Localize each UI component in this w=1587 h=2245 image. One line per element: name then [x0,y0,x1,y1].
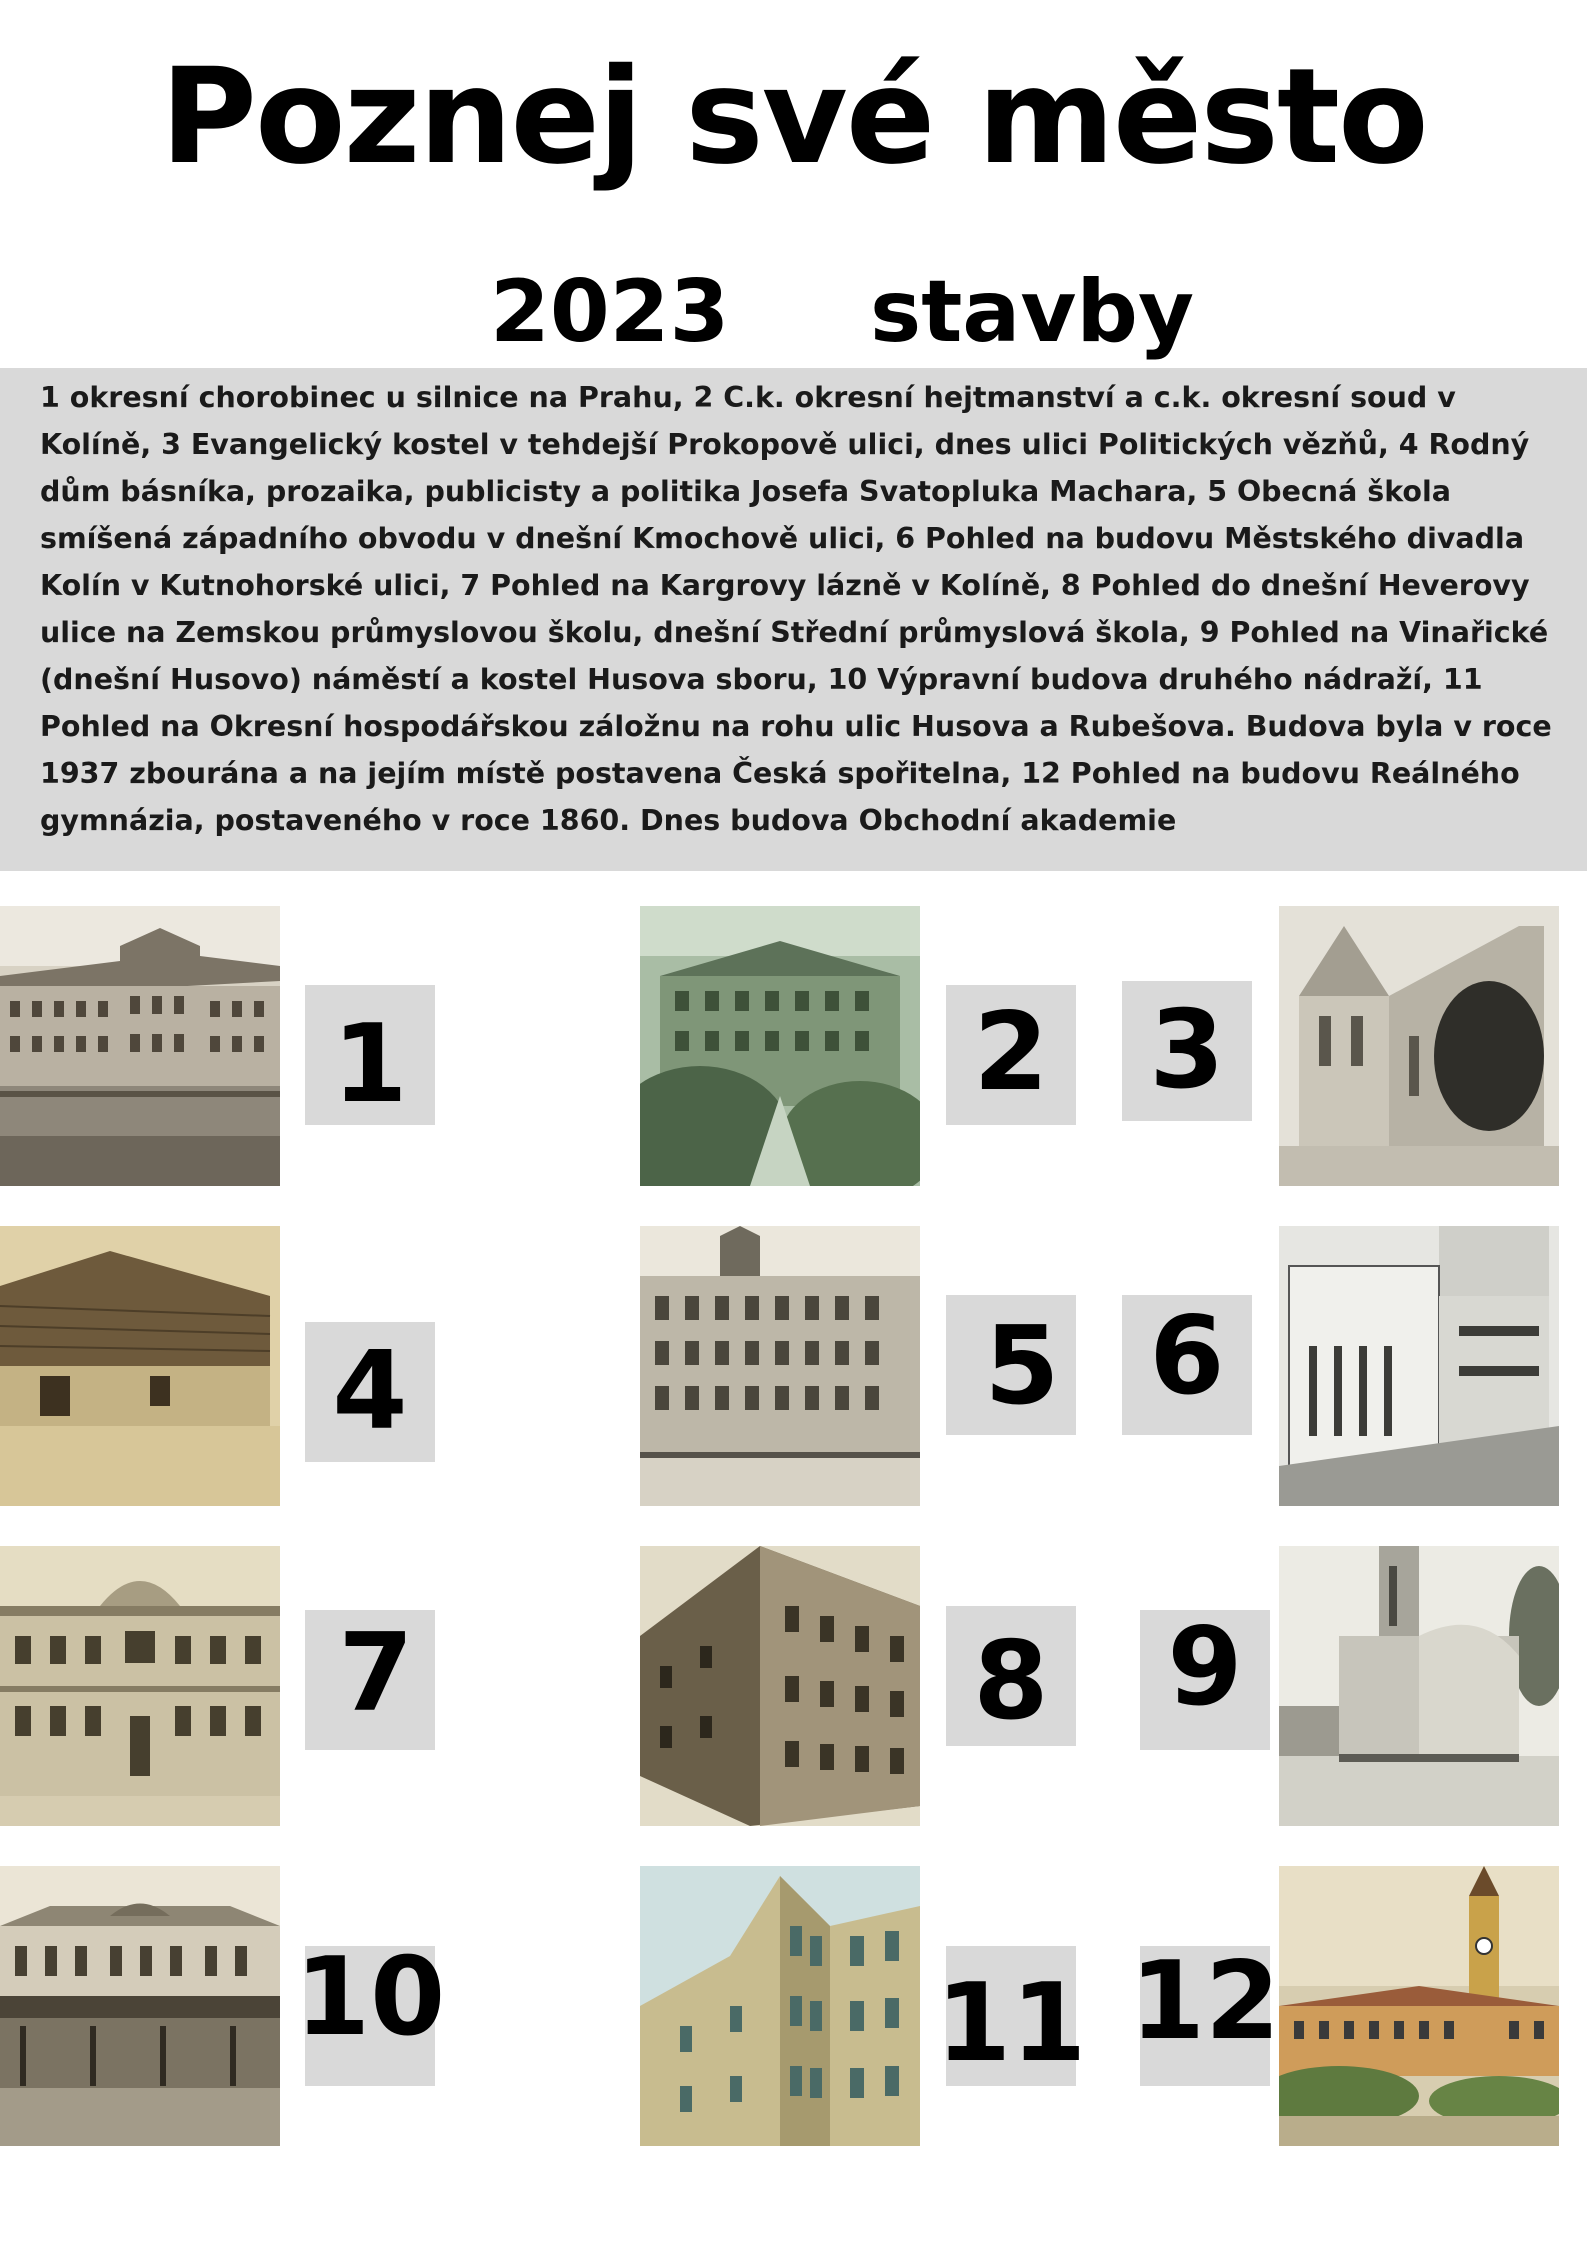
photo-4-machar-house [0,1226,280,1506]
number-label-4: 4 [305,1322,435,1462]
photo-9-hus-church [1279,1546,1559,1826]
photo-10-railway-station [0,1866,280,2146]
number-label-6: 6 [1122,1295,1252,1435]
photo-8-industrial-school [640,1546,920,1826]
number-label-9: 9 [1140,1610,1270,1750]
photo-11-savings-bank [640,1866,920,2146]
photo-1-hospital [0,906,280,1186]
photo-3-evangelical-church [1279,906,1559,1186]
photo-5-school [640,1226,920,1506]
subject-label: stavby [870,262,1195,362]
number-label-3: 3 [1122,981,1252,1121]
number-label-11: 11 [946,1946,1076,2086]
photo-6-theatre [1279,1226,1559,1506]
number-label-10: 10 [305,1946,435,2086]
photo-12-grammar-school [1279,1866,1559,2146]
number-label-7: 7 [305,1610,435,1750]
number-label-2: 2 [946,985,1076,1125]
page-title: Poznej své město [160,40,1427,194]
number-label-8: 8 [946,1606,1076,1746]
number-label-12: 12 [1140,1946,1270,2086]
photo-7-spa [0,1546,280,1826]
description-box [0,368,1587,871]
number-label-5: 5 [946,1295,1076,1435]
number-label-1: 1 [305,985,435,1125]
year-label: 2023 [490,262,730,362]
photo-2-district-office [640,906,920,1186]
description-text: 1 okresní chorobinec u silnice na Prahu, 2 C.k. okresní hejtmanství a c.k. okresní soud v Kolíně, 3 Evangelický kostel v tehdejší Prokopově ulici, dnes ulici Politických vězňů, 4 Rodný dům básníka, prozaika, publicisty a politika Josefa Svatopluka Machara, 5 Obecná škola smíšená západního obvodu v dnešní Kmochově ulici, 6 Pohled na budovu Městského divadla Kolín v Kutnohorské ulici, 7 Pohled na Kargrovy lázně v Kolíně, 8 Pohled do dnešní Heverovy ulice na Zemskou průmyslovou školu, dnešní Střední průmyslová škola, 9 Pohled na Vinařické (dnešní Husovo) náměstí a kostel Husova sboru, 10 Výpravní budova druhého nádraží, 11 Pohled na Okresní hospodářskou záložnu na rohu ulic Husova a Rubešova. Budova byla v roce 1937 zbourána a na jejím místě postavena Česká spořitelna, 12 Pohled na budovu Reálného gymnázia, postaveného v roce 1860. Dnes budova Obchodní akademie [40,381,1552,837]
